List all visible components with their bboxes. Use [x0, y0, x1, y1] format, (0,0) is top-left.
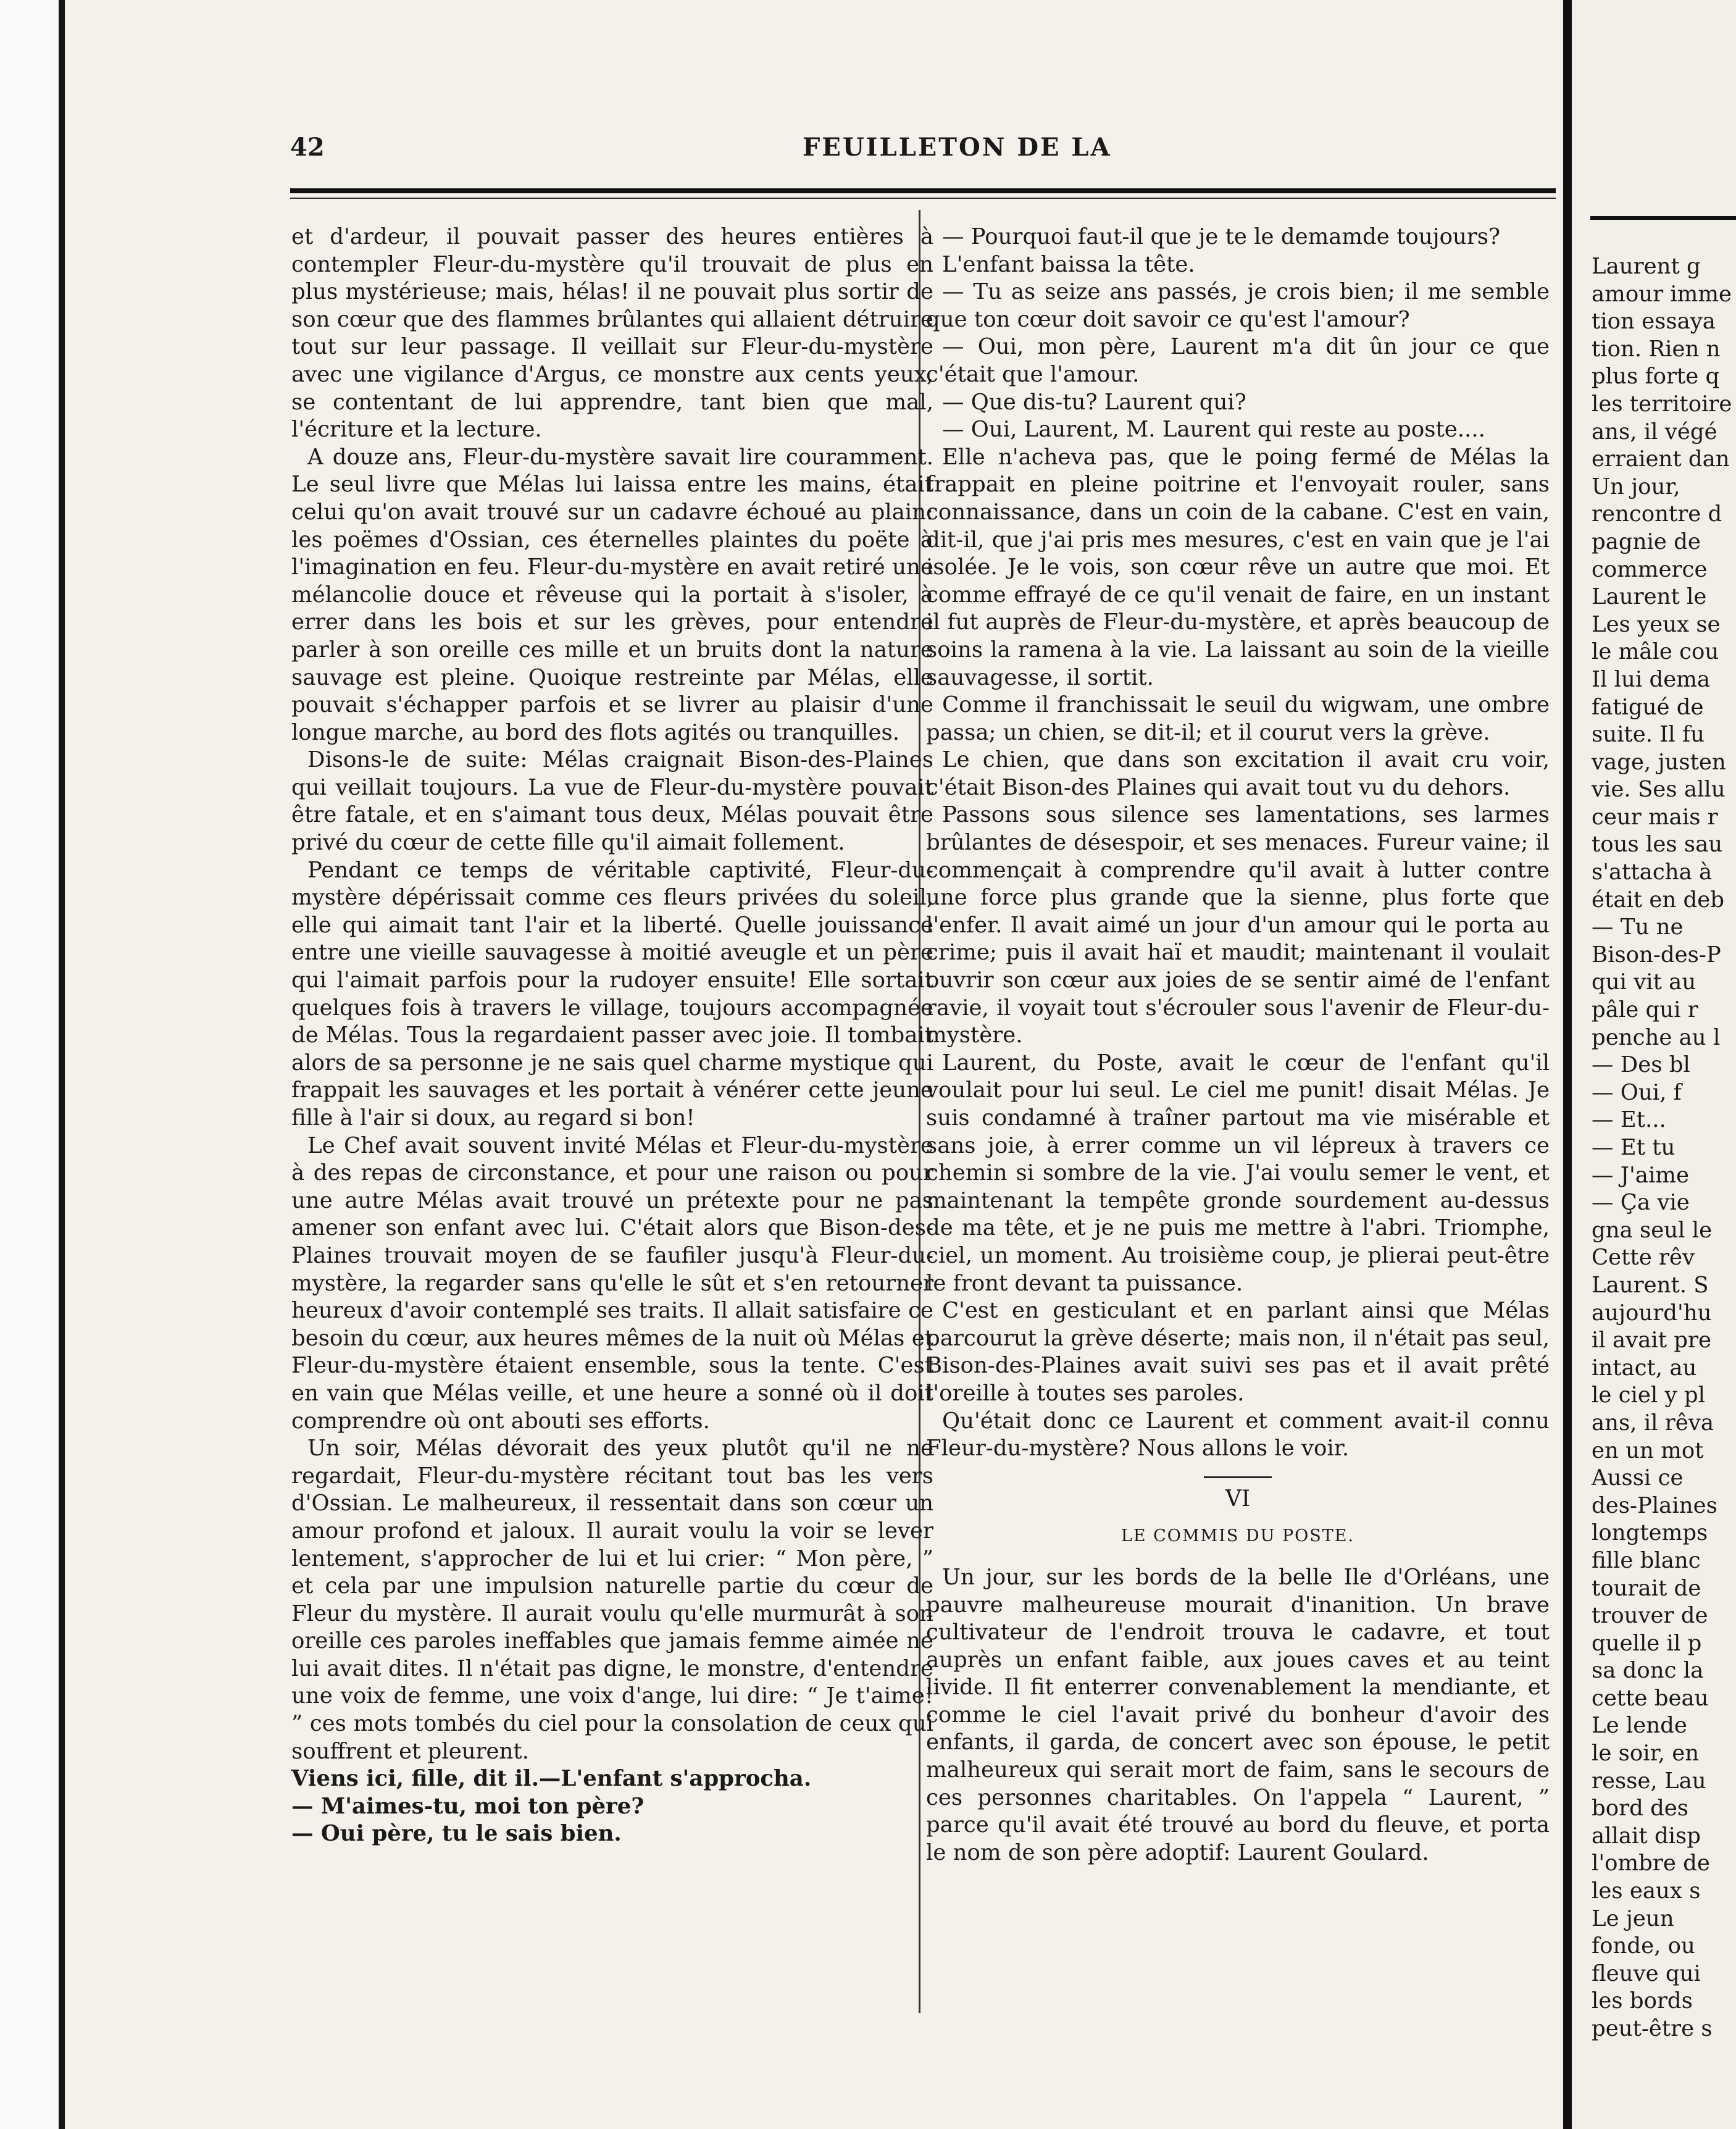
dialogue-line: Viens ici, fille, dit il.—L'enfant s'approcha.	[291, 1766, 812, 1792]
paragraph: Le Chef avait souvent invité Mélas et Fleur-du-mystère à des repas de circonstance, et pour une raison ou pour une autre Mélas avait trouvé un prétexte pour ne pas amener son enfant avec lui. C'était alors que Bison-des-Plaines trouvait moyen de se faufiler jusqu'à Fleur-du-mystère, la regarder sans qu'elle le sût et s'en retourner heureux d'avoir contemplé ses traits. Il allait satisfaire ce besoin du cœur, aux heures mêmes de la nuit où Mélas et Fleur-du-mystère étaient ensemble, sous la tente. C'est en vain que Mélas veille, et une heure a sonné où il doit comprendre où ont abouti ses efforts.	[291, 1132, 933, 1434]
adjacent-line: erraient dan	[1592, 446, 1730, 472]
adjacent-line: fatigué de	[1592, 694, 1704, 720]
adjacent-line: tous les sau	[1592, 832, 1723, 858]
paragraph: Passons sous silence ses lamentations, ses larmes brûlantes de désespoir, et ses menaces. Fureur vaine; il commençait à comprendre qu'il avait à lutter contre une force plus grande que la sienne, plus forte que l'enfer. Il avait aimé un jour d'un amour qui le porta au crime; puis il avait haï et maudit; maintenant il voulait ouvrir son cœur aux joies de se sentir aimé de l'enfant ravie, il voyait tout s'écrouler sous l'avenir de Fleur-du-mystère.	[926, 802, 1550, 1048]
adjacent-line: fonde, ou	[1592, 1933, 1695, 1959]
adjacent-line: cette beau	[1592, 1685, 1709, 1711]
paragraph: Un jour, sur les bords de la belle Ile d'Orléans, une pauvre malheureuse mourait d'inanition. Un brave cultivateur de l'endroit trouva le cadavre, et tout auprès un enfant faible, aux joues caves et au teint livide. Il fit enterrer convenablement la mendiante, et comme le ciel l'avait privé du bonheur d'avoir des enfants, il garda, de concert avec son épouse, le petit malheureux qui serait mort de faim, sans le secours de ces personnes charitables. On l'appela “ Laurent, ” parce qu'il avait été trouvé au bord du fleuve, et porta le nom de son père adoptif: Laurent Goulard.	[926, 1564, 1550, 1865]
adjacent-line: peut-être s	[1592, 2016, 1713, 2041]
adjacent-line: ans, il rêva	[1592, 1410, 1714, 1436]
adjacent-line: intact, au	[1592, 1355, 1697, 1381]
dialogue-line: — Oui, mon père, Laurent m'a dit ûn jour ce que c'était que l'amour.	[926, 334, 1550, 387]
adjacent-line: commerce	[1592, 556, 1708, 582]
adjacent-line: le mâle cou	[1592, 639, 1719, 665]
adjacent-line: bord des	[1592, 1796, 1689, 1822]
dialogue-line: — M'aimes-tu, moi ton père?	[291, 1793, 645, 1819]
adjacent-line: suite. Il fu	[1592, 722, 1705, 748]
running-header: FEUILLETON DE LA	[803, 133, 1112, 162]
adjacent-line: en un mot	[1592, 1437, 1704, 1463]
adjacent-line: Il lui dema	[1592, 666, 1711, 692]
chapter-rule	[1204, 1476, 1272, 1478]
adjacent-line: gna seul le	[1592, 1217, 1713, 1243]
adjacent-line: quelle il p	[1592, 1630, 1702, 1656]
adjacent-line: le soir, en	[1592, 1741, 1700, 1767]
header-rule-thin	[290, 198, 1556, 199]
binding-gutter	[1563, 0, 1572, 2129]
paragraph: Elle n'acheva pas, que le poing fermé de Mélas la frappait en pleine poitrine et l'envoyait rouler, sans connaissance, dans un coin de la cabane. C'est en vain, dit-il, que j'ai pris mes mesures, c'est en vain que je l'ai isolée. Je le vois, son cœur rêve un autre que moi. Et comme effrayé de ce qu'il venait de faire, en un instant il fut auprès de Fleur-du-mystère, et après beaucoup de soins la ramena à la vie. La laissant au soin de la vieille sauvagesse, il sortit.	[926, 444, 1550, 690]
left-column	[291, 224, 933, 1848]
adjacent-line: — Et tu	[1592, 1135, 1675, 1160]
adjacent-line: — Tu ne	[1592, 914, 1684, 940]
adjacent-line: plus forte q	[1592, 364, 1720, 390]
adjacent-line: tourait de	[1592, 1575, 1701, 1601]
dialogue-line: — Oui, Laurent, M. Laurent qui reste au poste....	[942, 417, 1485, 443]
right-column	[926, 224, 1550, 1867]
paragraph: Qu'était donc ce Laurent et comment avait-il connu Fleur-du-mystère? Nous allons le voir.	[926, 1408, 1550, 1462]
adjacent-line: tion. Rien n	[1592, 336, 1721, 362]
adjacent-line: Bison-des-P	[1592, 942, 1721, 968]
paragraph: Un soir, Mélas dévorait des yeux plutôt qu'il ne ne regardait, Fleur-du-mystère récitant tout bas les vers d'Ossian. Le malheureux, il ressentait dans son cœur un amour profond et jaloux. Il aurait voulu la voir se lever lentement, s'approcher de lui et lui crier: “ Mon père, ” et cela par une impulsion naturelle partie du cœur de Fleur du mystère. Il aurait voulu qu'elle murmurât à son oreille ces paroles ineffables que jamais femme aimée ne lui avait dites. Il n'était pas digne, le monstre, d'entendre une voix de femme, une voix d'ange, lui dire: “ Je t'aime! ” ces mots tombés du ciel pour la consolation de ceux qui souffrent et pleurent.	[291, 1436, 933, 1764]
dialogue-line: — Oui père, tu le sais bien.	[291, 1821, 622, 1847]
adjacent-page	[1572, 0, 1736, 2129]
adjacent-line: — Ça vie	[1592, 1190, 1690, 1216]
adjacent-line: pâle qui r	[1592, 997, 1698, 1023]
adjacent-line: resse, Lau	[1592, 1768, 1706, 1794]
adjacent-line: Les yeux se	[1592, 611, 1721, 637]
adjacent-line: allait disp	[1592, 1823, 1701, 1849]
adjacent-line: ans, il végé	[1592, 419, 1717, 445]
adjacent-line: — J'aime	[1592, 1162, 1689, 1188]
adjacent-line: Cette rêv	[1592, 1245, 1695, 1271]
adjacent-line: les territoire	[1592, 391, 1732, 417]
chapter-title: LE COMMIS DU POSTE.	[1120, 1526, 1355, 1546]
paragraph: et d'ardeur, il pouvait passer des heures entières à contempler Fleur-du-mystère qu'il trouvait de plus en plus mystérieuse; mais, hélas! il ne pouvait plus sortir de son cœur que des flammes brûlantes qui allaient détruire tout sur leur passage. Il veillait sur Fleur-du-mystère avec une vigilance d'Argus, ce monstre aux cents yeux, se contentant de lui apprendre, tant bien que mal, l'écriture et la lecture.	[291, 224, 933, 443]
dialogue-line: — Que dis-tu? Laurent qui?	[942, 389, 1246, 415]
adjacent-line: amour imme	[1592, 281, 1732, 307]
adjacent-page-rule	[1590, 216, 1736, 220]
adjacent-line: qui vit au	[1592, 969, 1696, 995]
adjacent-line: le ciel y pl	[1592, 1382, 1705, 1408]
adjacent-line: fleuve qui	[1592, 1960, 1701, 1986]
adjacent-line: fille blanc	[1592, 1547, 1701, 1573]
paragraph: Pendant ce temps de véritable captivité, Fleur-du-mystère dépérissait comme ces fleurs privées du soleil, elle qui aimait tant l'air et la liberté. Quelle jouissance entre une vieille sauvagesse à moitié aveugle et un père qui l'aimait parfois pour la rudoyer ensuite! Elle sortait quelques fois à travers le village, toujours accompagnée de Mélas. Tous la regardaient passer avec joie. Il tombait alors de sa personne je ne sais quel charme mystique qui frappait les sauvages et les portait à vénérer cette jeune fille à l'air si doux, au regard si bon!	[291, 857, 933, 1131]
adjacent-line: tion essaya	[1592, 309, 1716, 335]
adjacent-line: Laurent g	[1592, 254, 1701, 279]
adjacent-line: des-Plaines	[1592, 1492, 1717, 1518]
dialogue-line: — Pourquoi faut-il que je te le demamde toujours?	[942, 224, 1501, 249]
adjacent-line: s'attacha à	[1592, 860, 1713, 885]
adjacent-line: vie. Ses allu	[1592, 777, 1726, 803]
scan-edge	[59, 0, 65, 2129]
chapter-number: VI	[1225, 1486, 1251, 1512]
adjacent-line: Laurent le	[1592, 584, 1707, 610]
page-number: 42	[290, 133, 325, 162]
adjacent-line: ceur mais r	[1592, 804, 1718, 830]
adjacent-line: longtemps	[1592, 1520, 1708, 1546]
paragraph: L'enfant baissa la tête.	[942, 251, 1195, 277]
adjacent-line: — Oui, f	[1592, 1079, 1682, 1105]
adjacent-line: les bords	[1592, 1988, 1693, 2014]
adjacent-page-text	[1592, 253, 1736, 2043]
adjacent-line: il avait pre	[1592, 1328, 1711, 1353]
adjacent-line: Le jeun	[1592, 1905, 1674, 1931]
paragraph: Laurent, du Poste, avait le cœur de l'enfant qu'il voulait pour lui seul. Le ciel me punit! disait Mélas. Je suis condamné à traîner partout ma vie misérable et sans joie, à errer comme un vil lépreux à travers ce chemin si sombre de la vie. J'ai voulu semer le vent, et maintenant la tempête gronde sourdement au-dessus de ma tête, et je ne puis me mettre à l'abri. Triomphe, ciel, un moment. Au troisième coup, je plierai peut-être le front devant ta puissance.	[926, 1050, 1550, 1296]
dialogue-line: — Tu as seize ans passés, je crois bien; il me semble que ton cœur doit savoir ce qu'est l'amour?	[926, 279, 1550, 332]
adjacent-line: rencontre d	[1592, 501, 1722, 527]
adjacent-line: — Et...	[1592, 1107, 1666, 1133]
paragraph: C'est en gesticulant et en parlant ainsi que Mélas parcourut la grève déserte; mais non, il n'était pas seul, Bison-des-Plaines avait suivi ses pas et il avait prêté l'oreille à toutes ses paroles.	[926, 1298, 1550, 1406]
adjacent-line: Aussi ce	[1592, 1465, 1684, 1491]
paragraph: Comme il franchissait le seuil du wigwam, une ombre passa; un chien, se dit-il; et il courut vers la grève.	[926, 692, 1550, 745]
adjacent-line: — Des bl	[1592, 1052, 1690, 1078]
adjacent-line: Un jour,	[1592, 474, 1680, 500]
paragraph: Disons-le de suite: Mélas craignait Bison-des-Plaines qui veillait toujours. La vue de Fleur-du-mystère pouvait être fatale, et en s'aimant tous deux, Mélas pouvait être privé du cœur de cette fille qu'il aimait follement.	[291, 747, 933, 856]
paragraph: A douze ans, Fleur-du-mystère savait lire couramment. Le seul livre que Mélas lui laissa entre les mains, était celui qu'on avait trouvé sur un cadavre échoué au plain: les poëmes d'Ossian, ces éternelles plaintes du poëte à l'imagination en feu. Fleur-du-mystère en avait retiré une mélancolie douce et rêveuse qui la portait à s'isoler, à errer dans les bois et sur les grèves, pour entendre parler à son oreille ces mille et un bruits dont la nature sauvage est pleine. Quoique restreinte par Mélas, elle pouvait s'échapper parfois et se livrer au plaisir d'une longue marche, au bord des flots agités ou tranquilles.	[291, 444, 933, 745]
adjacent-line: était en deb	[1592, 887, 1724, 913]
adjacent-line: trouver de	[1592, 1603, 1708, 1629]
adjacent-line: Laurent. S	[1592, 1272, 1709, 1298]
scan-margin	[0, 0, 59, 2129]
adjacent-line: les eaux s	[1592, 1878, 1701, 1904]
adjacent-line: penche au l	[1592, 1024, 1721, 1050]
adjacent-line: sa donc la	[1592, 1658, 1704, 1684]
adjacent-line: aujourd'hu	[1592, 1300, 1712, 1326]
adjacent-line: pagnie de	[1592, 529, 1701, 554]
adjacent-line: l'ombre de	[1592, 1851, 1710, 1876]
adjacent-line: Le lende	[1592, 1713, 1687, 1739]
paragraph: Le chien, que dans son excitation il avait cru voir, c'était Bison-des Plaines qui avait tout vu du dehors.	[926, 747, 1550, 800]
adjacent-line: vage, justen	[1592, 749, 1726, 775]
header-rule	[290, 188, 1556, 193]
